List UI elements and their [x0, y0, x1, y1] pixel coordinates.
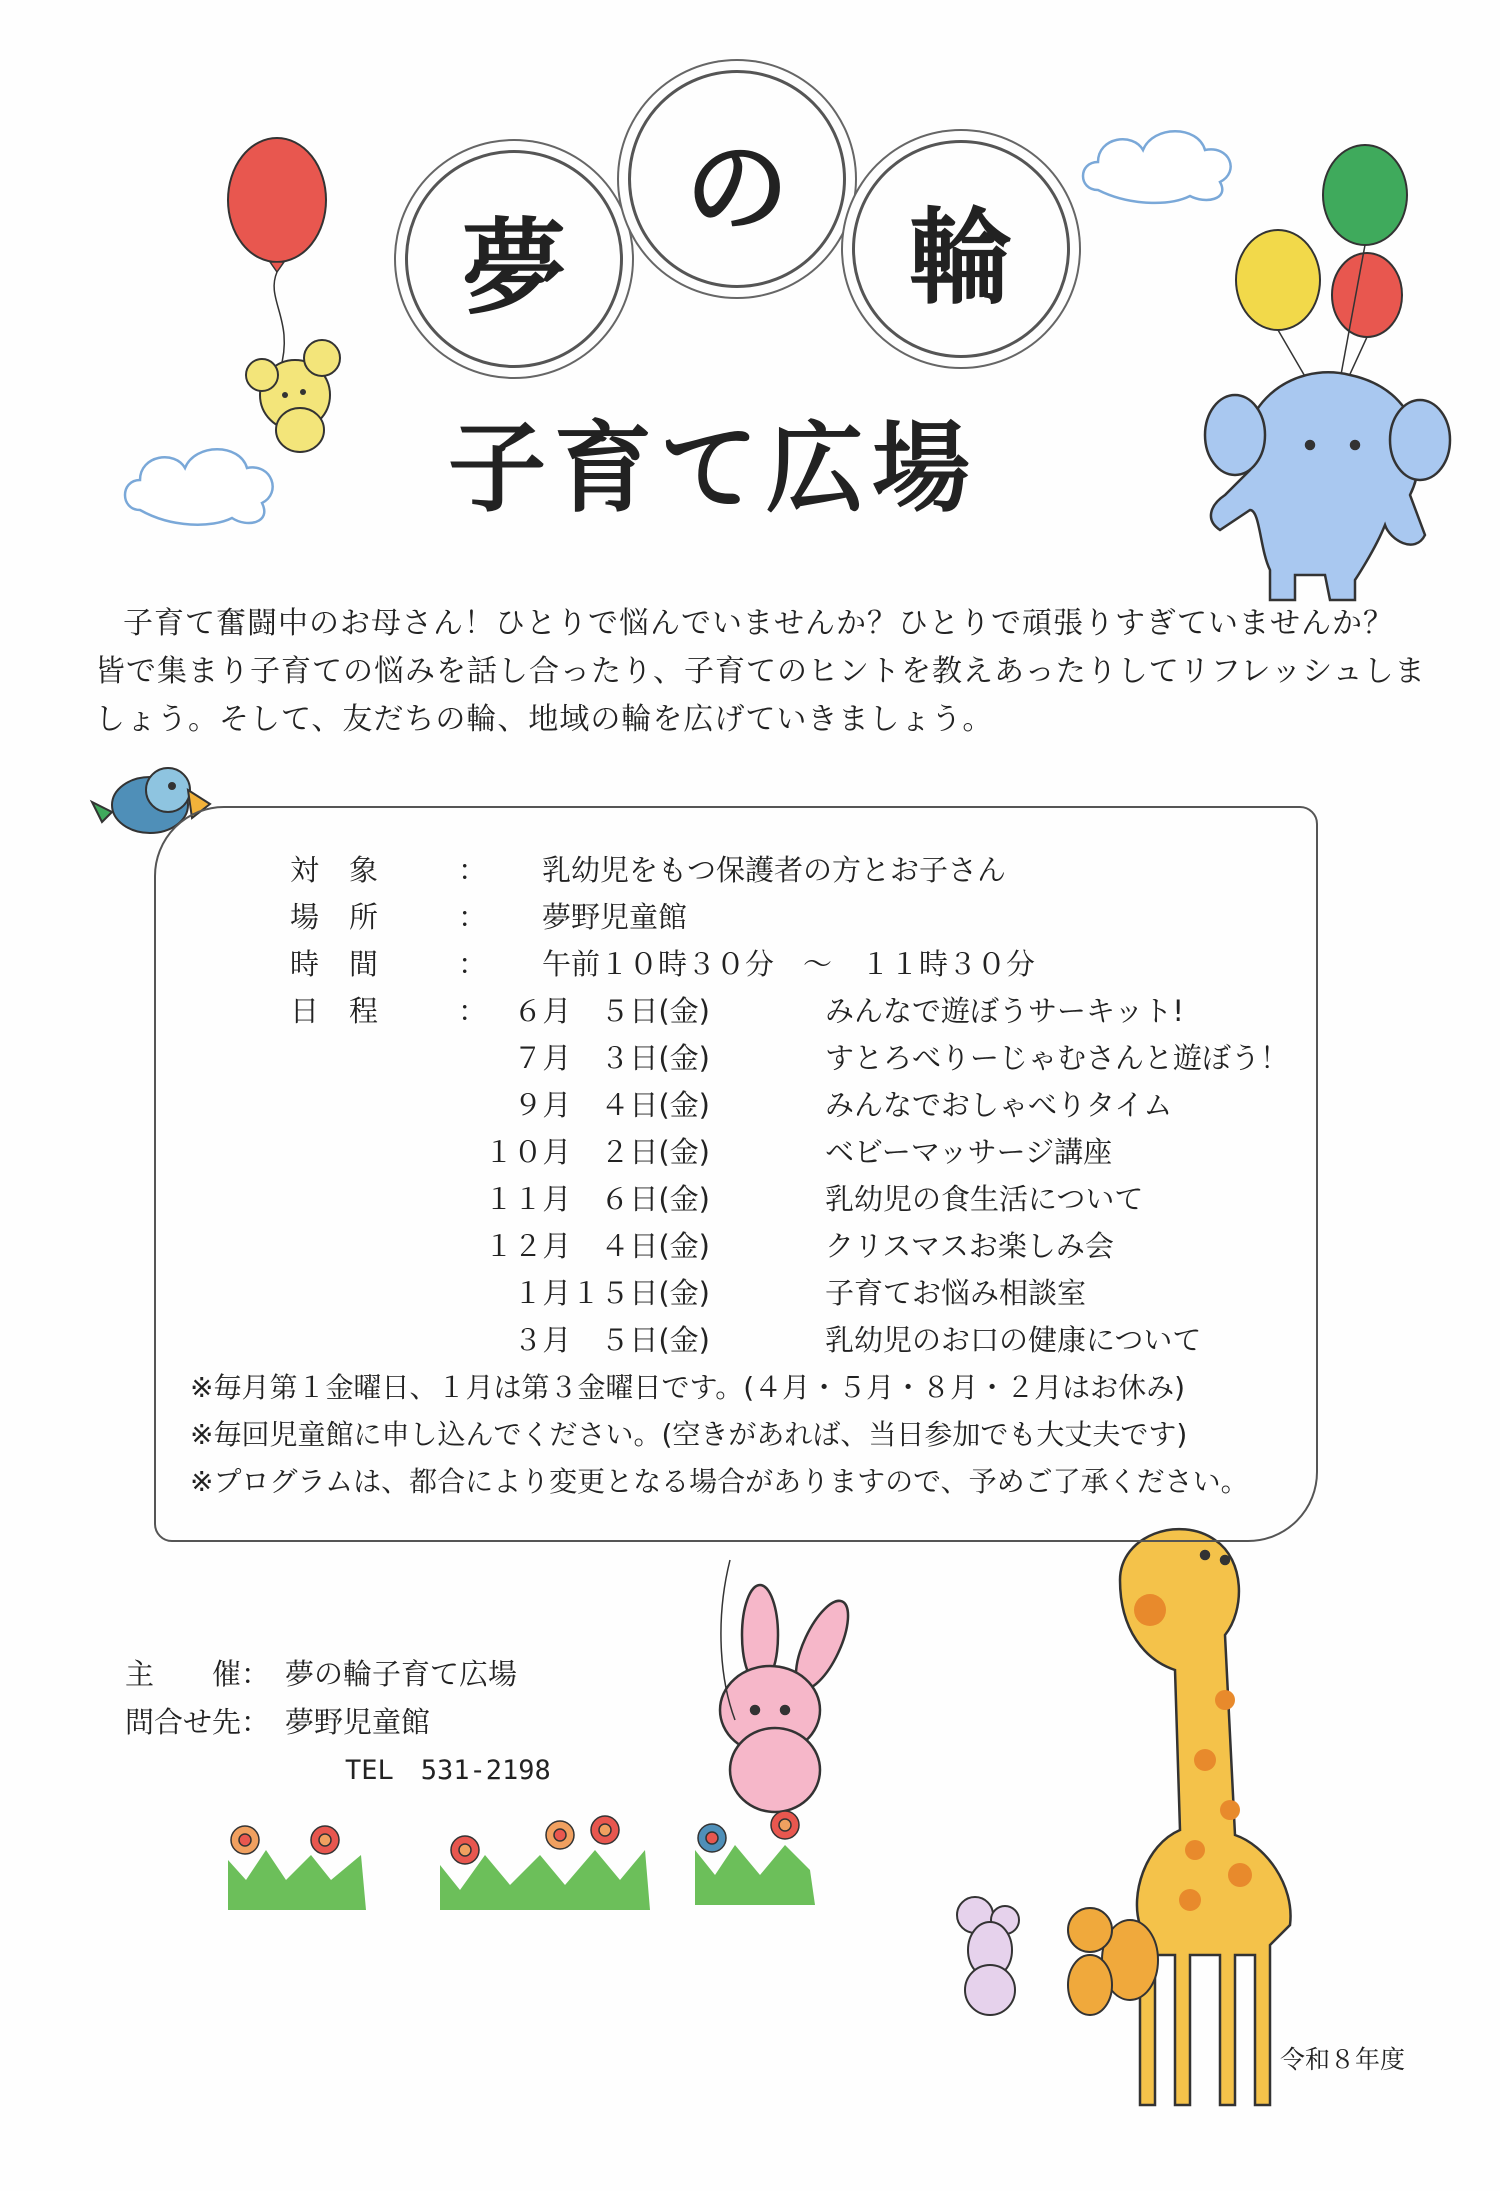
mouse-icon: [246, 340, 340, 452]
title-char-1: 夢: [461, 207, 566, 329]
red-balloon-icon: [228, 138, 326, 370]
colon: ：: [458, 853, 488, 887]
title-char-3: 輪: [908, 197, 1013, 319]
colon: ：: [458, 994, 488, 1028]
schedule-event: クリスマスお楽しみ会: [825, 1229, 1114, 1263]
time-label: 時間: [290, 947, 409, 981]
schedule-event: ベビーマッサージ講座: [825, 1135, 1113, 1169]
schedule-event: みんなで遊ぼうサーキット!: [825, 994, 1185, 1028]
time-value: 午前１０時３０分 ～ １１時３０分: [542, 947, 1036, 981]
schedule-date: １１月 ６日(金): [484, 1182, 710, 1216]
colon: ：: [458, 947, 488, 981]
balloons-right: [1236, 145, 1407, 385]
target-value: 乳幼児をもつ保護者の方とお子さん: [542, 853, 1007, 887]
note-line-2: ※毎回児童館に申し込んでください。(空きがあれば、当日参加でも大丈夫です): [190, 1418, 1188, 1451]
place-value: 夢野児童館: [542, 900, 688, 934]
schedule-event: 子育てお悩み相談室: [825, 1276, 1087, 1310]
contact-label: 問合せ先：: [125, 1705, 271, 1739]
schedule-date: １０月 ２日(金): [484, 1135, 710, 1169]
flower-icon: [231, 1811, 799, 1864]
mouse-icon: [957, 1897, 1019, 2015]
schedule-event: 乳幼児の食生活について: [825, 1182, 1144, 1216]
contact-value: 夢野児童館: [285, 1705, 431, 1739]
page-subtitle: 子育て広場: [448, 412, 979, 526]
title-char-2: の: [684, 127, 789, 249]
title-circle-2: [628, 70, 846, 288]
schedule-label: 日程: [290, 994, 409, 1028]
tel-number: TEL 531-2198: [345, 1755, 551, 1786]
intro-line-2: 皆で集まり子育ての悩みを話し合ったり、子育てのヒントを教えあったりしてリフレッシュしま: [95, 654, 1426, 689]
schedule-date: ３月 ５日(金): [513, 1323, 710, 1357]
elephant-icon: [1205, 372, 1450, 600]
giraffe-icon: [1120, 1529, 1291, 2105]
intro-line-3: しょう。そして、友だちの輪、地域の輪を広げていきましょう。: [95, 702, 994, 737]
place-label: 場所: [290, 900, 409, 934]
intro-text: [95, 600, 1455, 744]
host-label: 主 催：: [125, 1657, 271, 1691]
grass-icon: [228, 1845, 815, 1910]
rabbit-icon: [720, 1560, 859, 1812]
schedule-event: すとろべりーじゃむさんと遊ぼう！: [825, 1041, 1290, 1075]
schedule-event: 乳幼児のお口の健康について: [825, 1323, 1202, 1357]
fiscal-year: 令和８年度: [1280, 2045, 1406, 2074]
note-line-1: ※毎月第１金曜日、１月は第３金曜日です。(４月・５月・８月・２月はお休み): [190, 1371, 1186, 1404]
host-value: 夢の輪子育て広場: [285, 1657, 518, 1691]
schedule-date: ６月 ５日(金): [513, 994, 710, 1028]
title-circle-3: [852, 140, 1070, 358]
schedule-date: ９月 ４日(金): [513, 1088, 710, 1122]
schedule-event: みんなでおしゃべりタイム: [825, 1088, 1173, 1122]
schedule-date: １２月 ４日(金): [484, 1229, 710, 1263]
schedule-date: １月１５日(金): [513, 1276, 710, 1310]
target-label: 対象: [290, 853, 409, 887]
colon: ：: [458, 900, 488, 934]
schedule-date: ７月 ３日(金): [513, 1041, 710, 1075]
note-line-3: ※プログラムは、都合により変更となる場合がありますので、予めご了承ください。: [190, 1465, 1249, 1498]
intro-line-1: 子育て奮闘中のお母さん！ひとりで悩んでいませんか？ひとりで頑張りすぎていませんか？: [123, 606, 1394, 641]
title-circle-1: [405, 150, 623, 368]
